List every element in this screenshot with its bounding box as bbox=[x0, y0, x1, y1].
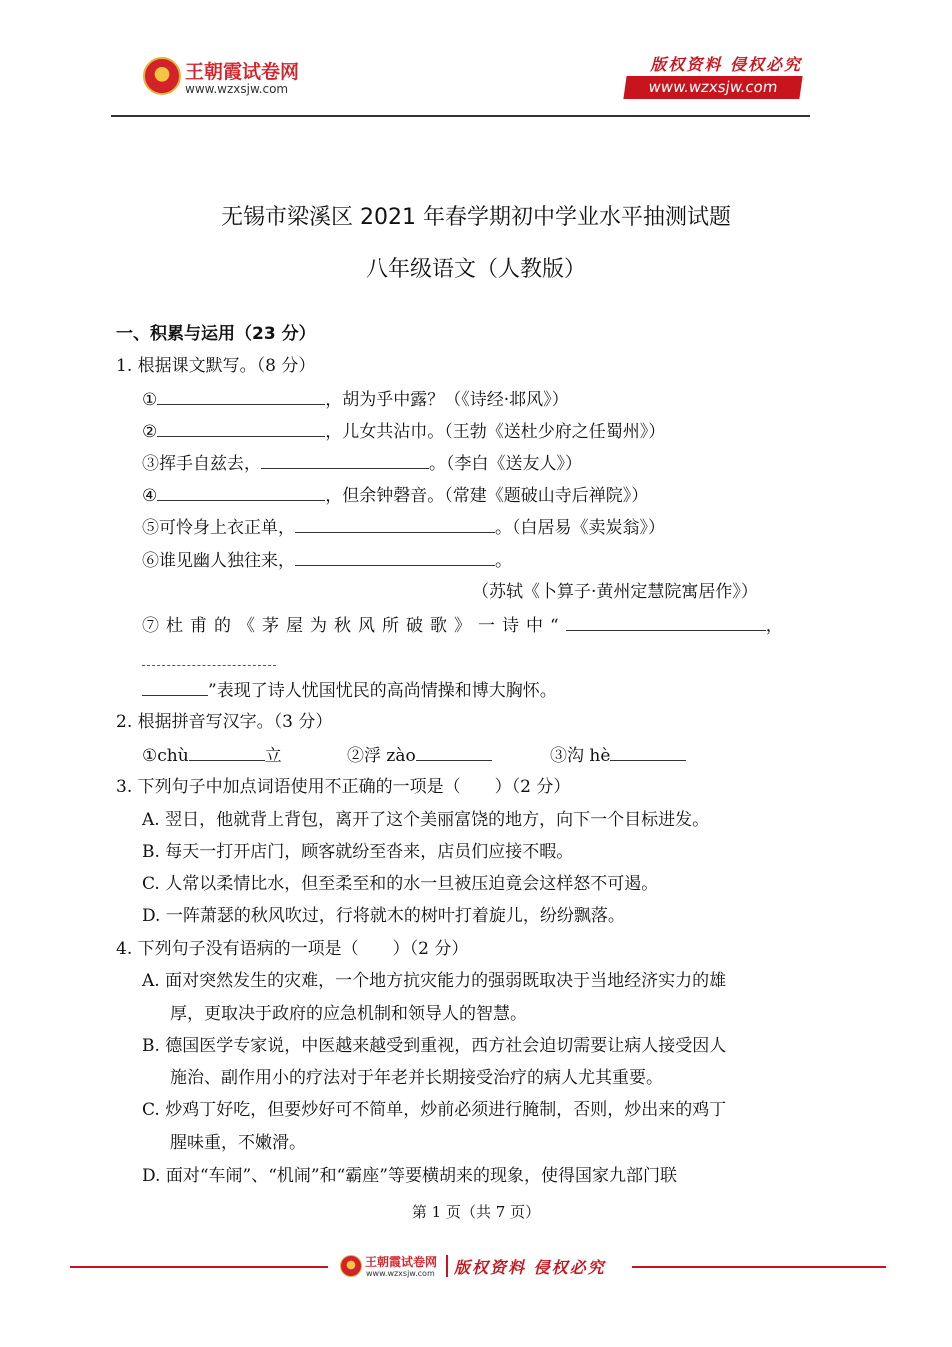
exam-subtitle: 八年级语文（人教版） bbox=[365, 257, 586, 282]
q3-option-a: A. 翌日，他就背上背包，离开了这个美丽富饶的地方，向下一个目标进发。 bbox=[142, 810, 710, 830]
question-4-stem: 4. 下列句子没有语病的一项是（ ）（2 分） bbox=[116, 939, 469, 959]
q1-item-7 bbox=[142, 614, 783, 637]
answer-blank[interactable] bbox=[142, 679, 208, 696]
copyright-notice: 版权资料 侵权必究 bbox=[650, 55, 802, 74]
q2-item-c-label: ③沟 hè bbox=[550, 746, 611, 766]
answer-blank[interactable] bbox=[189, 744, 265, 761]
page-number: 第 1 页（共 7 页） bbox=[411, 1203, 541, 1221]
answer-blank[interactable] bbox=[157, 420, 325, 437]
footer-brand-name: 王朝霞试卷网 bbox=[365, 1255, 438, 1269]
q2-item-a bbox=[142, 744, 282, 767]
question-3-stem: 3. 下列句子中加点词语使用不正确的一项是（ ）（2 分） bbox=[116, 777, 571, 797]
q1-item-5-prefix: ⑤可怜身上衣正单， bbox=[142, 518, 295, 538]
q1-item-2-prefix: ② bbox=[142, 422, 158, 442]
q4-option-a: A. 面对突然发生的灾难，一个地方抗灾能力的强弱既取决于当地经济实力的雄 bbox=[142, 971, 727, 991]
q3-option-b: B. 每天一打开店门，顾客就纷至沓来，店员们应接不暇。 bbox=[142, 842, 574, 862]
q1-item-2-text: ，儿女共沾巾。（王勃《送杜少府之任蜀州》） bbox=[325, 422, 666, 442]
q1-item-7-comma: ， bbox=[765, 616, 783, 636]
footer-rule-left bbox=[70, 1266, 328, 1268]
q1-item-3 bbox=[142, 452, 582, 475]
answer-blank[interactable] bbox=[295, 516, 495, 533]
footer-copyright: 版权资料 侵权必究 bbox=[454, 1258, 606, 1277]
url-badge: www.wzxsjw.com bbox=[623, 76, 802, 99]
section-heading: 一、积累与运用（23 分） bbox=[116, 324, 316, 344]
q1-item-1 bbox=[142, 388, 569, 411]
q3-option-d: D. 一阵萧瑟的秋风吹过，行将就木的树叶打着旋儿，纷纷飘落。 bbox=[142, 906, 625, 926]
q1-item-4 bbox=[142, 484, 648, 507]
q1-item-3-text: 。（李白《送友人》） bbox=[429, 454, 582, 474]
q4-option-b-cont: 施治、副作用小的疗法对于年老并长期接受治疗的病人尤其重要。 bbox=[170, 1068, 663, 1088]
q1-item-4-text: ，但余钟磬音。（常建《题破山寺后禅院》） bbox=[325, 486, 649, 506]
brand-url: www.wzxsjw.com bbox=[185, 82, 289, 96]
q2-item-c bbox=[550, 744, 686, 767]
q4-option-c-cont: 腥味重，不嫩滑。 bbox=[170, 1133, 306, 1153]
q2-item-b bbox=[347, 744, 492, 767]
footer-brand-url: www.wzxsjw.com bbox=[366, 1269, 435, 1278]
footer-seal-icon bbox=[340, 1255, 362, 1277]
brand-name: 王朝霞试卷网 bbox=[185, 61, 300, 83]
footer-rule-right bbox=[632, 1266, 886, 1268]
q1-item-3-prefix: ③挥手自兹去， bbox=[142, 454, 261, 474]
q1-item-6-source: （苏轼《卜算子·黄州定慧院寓居作》） bbox=[472, 582, 758, 602]
answer-blank[interactable] bbox=[295, 549, 495, 566]
q3-option-c: C. 人常以柔情比水，但至柔至和的水一旦被压迫竟会这样怒不可遏。 bbox=[142, 874, 659, 894]
answer-blank[interactable] bbox=[261, 452, 429, 469]
q1-item-1-text: ，胡为乎中露？（《诗经·邶风》） bbox=[325, 390, 569, 410]
q1-item-7-prefix: ⑦杜甫的《茅屋为秋风所破歌》一诗中“ bbox=[142, 616, 566, 636]
q4-option-a-cont: 厚，更取决于政府的应急机制和领导人的智慧。 bbox=[170, 1004, 527, 1024]
logo-seal-icon bbox=[143, 57, 181, 95]
q4-option-b: B. 德国医学专家说，中医越来越受到重视，西方社会迫切需要让病人接受因人 bbox=[142, 1036, 727, 1056]
exam-title: 无锡市梁溪区 2021 年春学期初中学业水平抽测试题 bbox=[221, 205, 731, 230]
answer-blank[interactable] bbox=[157, 484, 325, 501]
q1-item-5-text: 。（白居易《卖炭翁》） bbox=[495, 518, 665, 538]
footer-separator bbox=[446, 1255, 448, 1277]
q4-option-c: C. 炒鸡丁好吃，但要炒好可不简单，炒前必须进行腌制，否则，炒出来的鸡丁 bbox=[142, 1100, 727, 1120]
q1-item-6-prefix: ⑥谁见幽人独往来， bbox=[142, 551, 295, 571]
q1-item-7-text: ”表现了诗人忧国忧民的高尚情操和博大胸怀。 bbox=[208, 681, 557, 701]
answer-blank[interactable] bbox=[610, 744, 686, 761]
header-divider bbox=[111, 115, 810, 117]
q2-item-a-text: 立 bbox=[264, 746, 282, 766]
q2-item-a-label: ①chù bbox=[142, 746, 189, 766]
answer-blank[interactable] bbox=[142, 664, 276, 666]
question-1-stem: 1. 根据课文默写。（8 分） bbox=[116, 356, 316, 376]
q4-option-d: D. 面对“车闹”、“机闹”和“霸座”等要横胡来的现象，使得国家九部门联 bbox=[142, 1166, 677, 1186]
q1-item-1-prefix: ① bbox=[142, 390, 158, 410]
answer-blank[interactable] bbox=[157, 388, 325, 405]
q1-item-6 bbox=[142, 549, 512, 572]
question-2-stem: 2. 根据拼音写汉字。（3 分） bbox=[116, 712, 333, 732]
q1-item-7-continued bbox=[142, 679, 557, 702]
q1-item-6-text: 。 bbox=[495, 551, 512, 571]
q1-item-5 bbox=[142, 516, 665, 539]
q2-item-b-label: ②浮 zào bbox=[347, 746, 416, 766]
q1-item-4-prefix: ④ bbox=[142, 486, 158, 506]
q1-item-2 bbox=[142, 420, 665, 443]
answer-blank[interactable] bbox=[566, 614, 766, 631]
answer-blank[interactable] bbox=[416, 744, 492, 761]
